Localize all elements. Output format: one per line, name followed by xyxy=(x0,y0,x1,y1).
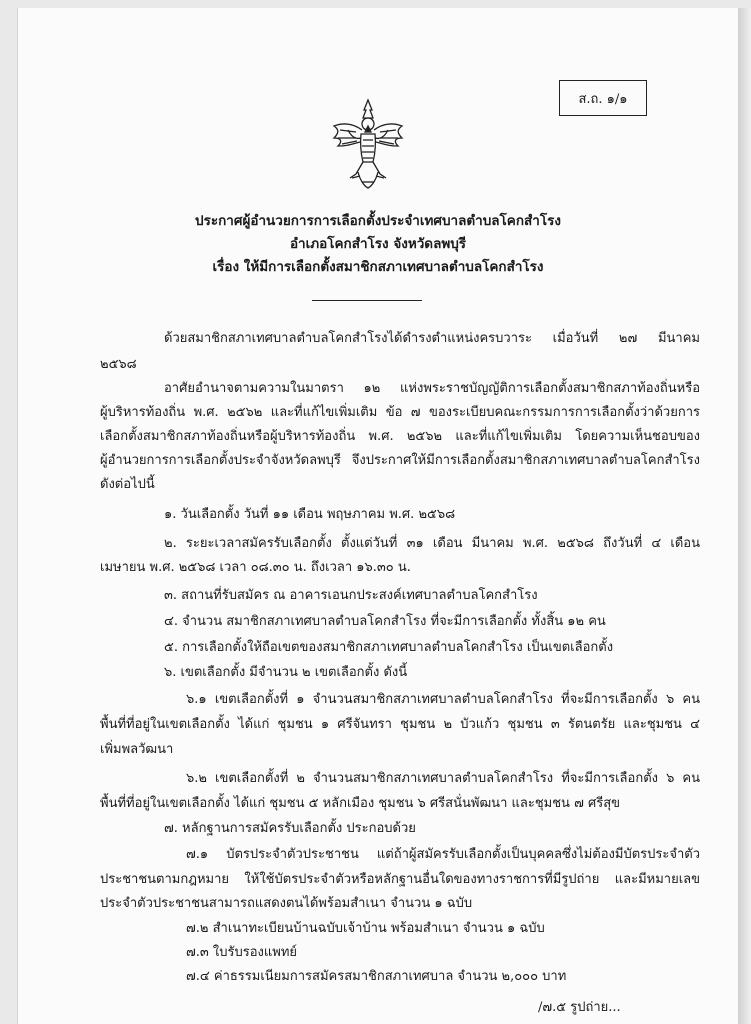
form-code-box xyxy=(559,80,647,116)
document-page xyxy=(18,8,738,1024)
garuda-emblem-icon xyxy=(330,96,406,192)
item-6-1-line-1: ๖.๑ เขตเลือกตั้งที่ ๑ จำนวนสมาชิกสภาเทศบาลตำบลโคกสำโรง ที่จะมีการเลือกตั้ง ๖ คน xyxy=(186,692,700,707)
item-4: ๔. จำนวน สมาชิกสภาเทศบาลตำบลโคกสำโรง ที่จะมีการเลือกตั้ง ทั้งสิ้น ๑๒ คน xyxy=(164,614,606,629)
item-7-4: ๗.๔ ค่าธรรมเนียมการสมัครสมาชิกสภาเทศบาล จำนวน ๒,๐๐๐ บาท xyxy=(186,969,567,984)
item-7-1-line-1: ๗.๑ บัตรประจำตัวประชาชน แต่ถ้าผู้สมัครรับเลือกตั้งเป็นบุคคลซึ่งไม่ต้องมีบัตรประจำตัว xyxy=(186,847,700,862)
form-code: ส.ถ. ๑/๑ xyxy=(578,91,628,107)
intro-line-1: ด้วยสมาชิกสภาเทศบาลตำบลโคกสำโรงได้ดำรงตำแหน่งครบวาระ เมื่อวันที่ ๒๗ มีนาคม xyxy=(164,331,700,346)
item-7-2: ๗.๒ สำเนาทะเบียนบ้านฉบับเจ้าบ้าน พร้อมสำเนา จำนวน ๑ ฉบับ xyxy=(186,921,545,936)
item-1: ๑. วันเลือกตั้ง วันที่ ๑๑ เดือน พฤษภาคม พ.ศ. ๒๕๖๘ xyxy=(164,507,456,522)
para2-line-5: ดังต่อไปนี้ xyxy=(100,477,155,492)
para2-line-3: เลือกตั้งสมาชิกสภาท้องถิ่นหรือผู้บริหารท้องถิ่น พ.ศ. ๒๕๖๒ และที่แก้ไขเพิ่มเติม โดยความเห็นชอบของ xyxy=(100,429,700,444)
item-2-line-2: เมษายน พ.ศ. ๒๕๖๘ เวลา ๐๘.๓๐ น. ถึงเวลา ๑๖.๓๐ น. xyxy=(100,560,411,575)
item-6-2-line-1: ๖.๒ เขตเลือกตั้งที่ ๒ จำนวนสมาชิกสภาเทศบาลตำบลโคกสำโรง ที่จะมีการเลือกตั้ง ๖ คน xyxy=(186,771,700,786)
header-divider xyxy=(312,300,422,301)
header-subject: เรื่อง ให้มีการเลือกตั้งสมาชิกสภาเทศบาลตำบลโคกสำโรง xyxy=(212,259,544,275)
item-6: ๖. เขตเลือกตั้ง มีจำนวน ๒ เขตเลือกตั้ง ดังนี้ xyxy=(164,665,408,680)
item-5: ๕. การเลือกตั้งให้ถือเขตของสมาชิกสภาเทศบาลตำบลโคกสำโรง เป็นเขตเลือกตั้ง xyxy=(164,640,614,655)
header-line-2: อำเภอโคกสำโรง จังหวัดลพบุรี xyxy=(289,236,467,252)
item-6-1-line-3: เพิ่มพลวัฒนา xyxy=(100,742,174,757)
item-3: ๓. สถานที่รับสมัคร ณ อาคารเอนกประสงค์เทศบาลตำบลโคกสำโรง xyxy=(164,588,538,603)
intro-line-2: ๒๕๖๘ xyxy=(100,357,137,372)
item-6-1-line-2: พื้นที่ที่อยู่ในเขตเลือกตั้ง ได้แก่ ชุมชน ๑ ศรีจันทรา ชุมชน ๒ บัวแก้ว ชุมชน ๓ รัตนตรัย และชุมชน ๔ xyxy=(100,717,700,732)
continuation-note: /๗.๕ รูปถ่าย... xyxy=(538,1000,621,1015)
item-2-line-1: ๒. ระยะเวลาสมัครรับเลือกตั้ง ตั้งแต่วันที่ ๓๑ เดือน มีนาคม พ.ศ. ๒๕๖๘ ถึงวันที่ ๔ เดือน xyxy=(164,536,700,551)
header-line-1: ประกาศผู้อำนวยการการเลือกตั้งประจำเทศบาลตำบลโคกสำโรง xyxy=(195,213,561,229)
item-7-1-line-2: ประชาชนตามกฎหมาย ให้ใช้บัตรประจำตัวหรือหลักฐานอื่นใดของทางราชการที่มีรูปถ่าย และมีหมายเลข xyxy=(100,872,700,887)
para2-line-1: อาศัยอำนาจตามความในมาตรา ๑๒ แห่งพระราชบัญญัติการเลือกตั้งสมาชิกสภาท้องถิ่นหรือ xyxy=(164,381,700,396)
item-6-2-line-2: พื้นที่ที่อยู่ในเขตเลือกตั้ง ได้แก่ ชุมชน ๕ หลักเมือง ชุมชน ๖ ศรีสนั่นพัฒนา และชุมชน ๗ ศรีสุข xyxy=(100,796,621,811)
item-7: ๗. หลักฐานการสมัครรับเลือกตั้ง ประกอบด้วย xyxy=(164,821,416,836)
para2-line-2: ผู้บริหารท้องถิ่น พ.ศ. ๒๕๖๒ และที่แก้ไขเพิ่มเติม ข้อ ๗ ของระเบียบคณะกรรมการการเลือกตั้งว่าด้วยการ xyxy=(100,405,700,420)
para2-line-4: ผู้อำนวยการการเลือกตั้งประจำจังหวัดลพบุรี จึงประกาศให้มีการเลือกตั้งสมาชิกสภาเทศบาลตำบลโคกสำโรง xyxy=(100,453,700,468)
item-7-3: ๗.๓ ใบรับรองแพทย์ xyxy=(186,945,298,960)
item-7-1-line-3: ประจำตัวประชาชนสามารถแสดงตนได้พร้อมสำเนา จำนวน ๑ ฉบับ xyxy=(100,896,473,911)
